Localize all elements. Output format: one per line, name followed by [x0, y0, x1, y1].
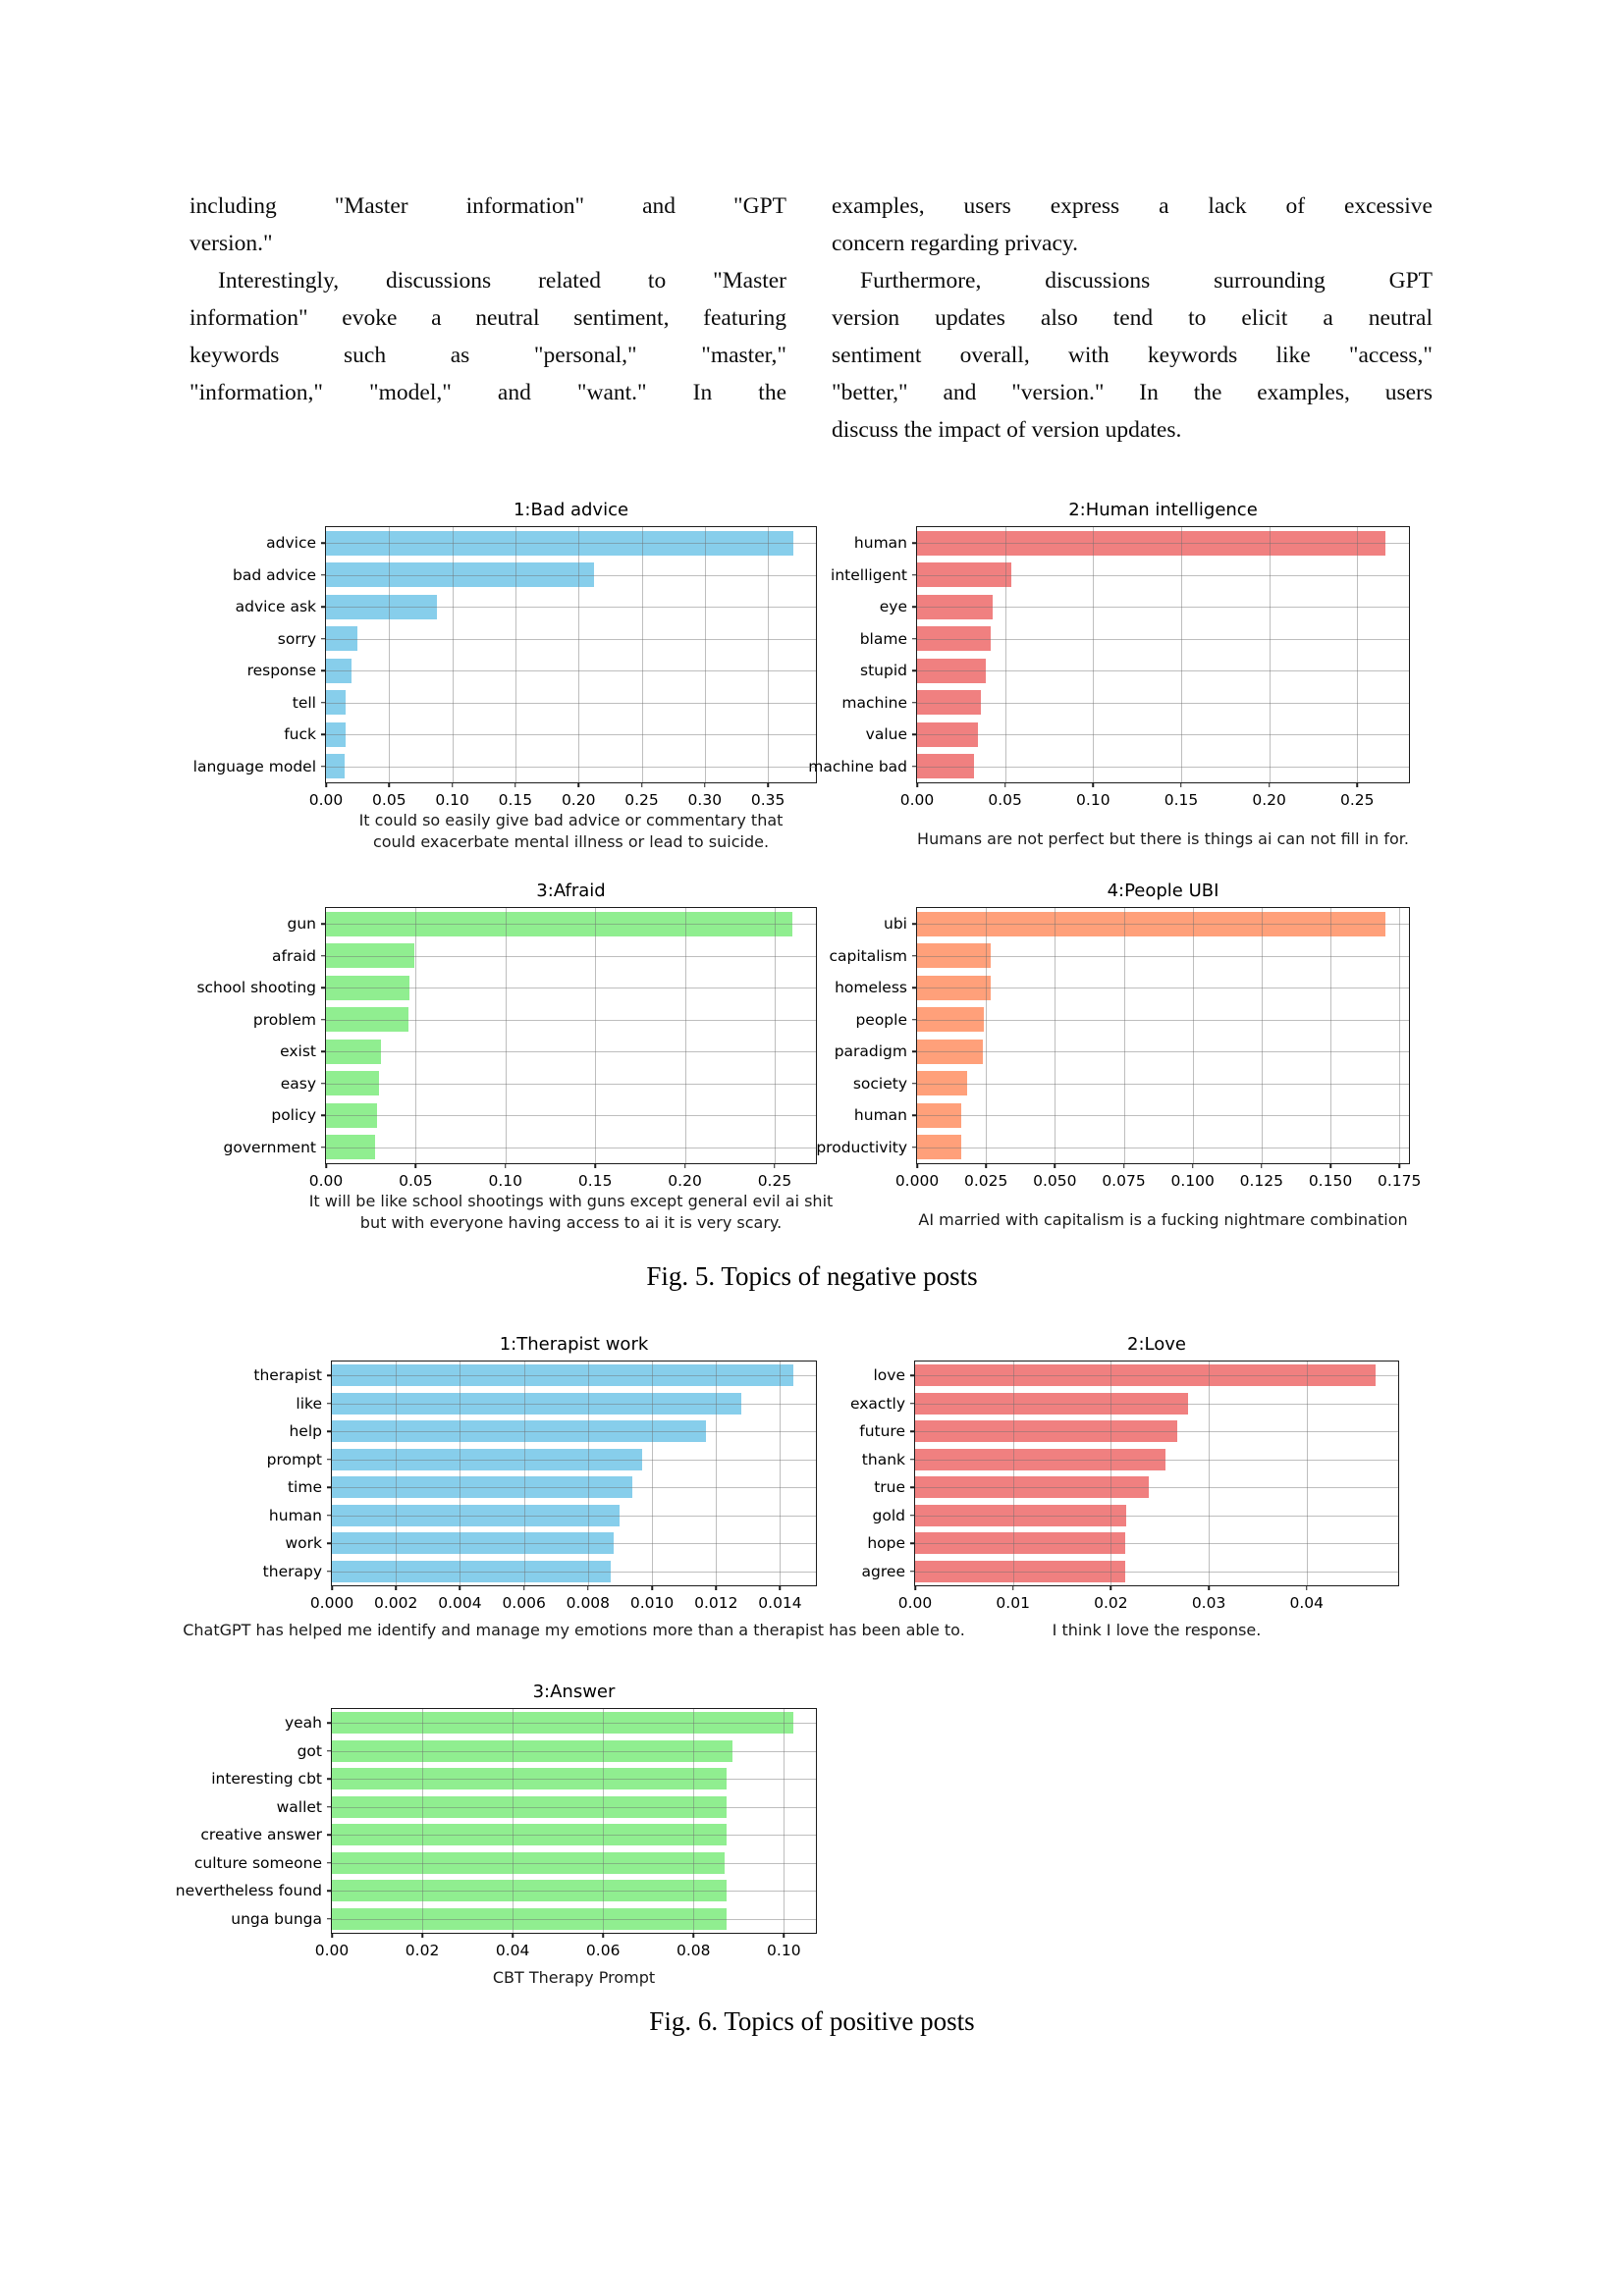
gridline-horizontal [915, 1431, 1398, 1432]
gridline-horizontal [917, 607, 1409, 608]
chart-caption [918, 1209, 1407, 1231]
gridline-vertical [705, 527, 706, 782]
x-tick-label: 0.00 [308, 1172, 344, 1190]
x-tick-label: 0.10 [435, 791, 469, 809]
x-tick-mark [914, 1585, 916, 1590]
x-tick-mark [389, 782, 391, 787]
gridline-vertical [1181, 527, 1182, 782]
x-tick-label: 0.25 [757, 1172, 792, 1190]
gridline-vertical [513, 1709, 514, 1933]
gridline-vertical [578, 527, 579, 782]
gridline-horizontal [332, 1891, 816, 1892]
x-tick-mark [1269, 782, 1271, 787]
gridline-horizontal [326, 1020, 816, 1021]
text-line: Interestingly, discussions related to "Master [218, 268, 786, 294]
gridline-horizontal [915, 1487, 1398, 1488]
x-tick-label: 0.150 [1308, 1172, 1353, 1190]
gridline-vertical [524, 1362, 525, 1585]
y-axis-label: unga bunga [231, 1909, 322, 1928]
gridline-vertical [595, 908, 596, 1163]
text-line: examples, users express a lack of excessive [832, 193, 1433, 219]
gridline-horizontal [917, 670, 1409, 671]
y-axis-label: nevertheless found [175, 1882, 322, 1900]
y-axis-label: therapist [253, 1366, 322, 1385]
x-tick-label: 0.100 [1170, 1172, 1215, 1190]
gridline-vertical [453, 527, 454, 782]
x-tick-label: 0.050 [1033, 1172, 1077, 1190]
gridline-horizontal [332, 1460, 816, 1461]
chart-answer [175, 1682, 817, 1987]
gridline-horizontal [915, 1543, 1398, 1544]
y-axis-label: fuck [284, 725, 316, 744]
chart-caption-line: CBT Therapy Prompt [492, 1968, 656, 1987]
figure5-caption: Fig. 5. Topics of negative posts [646, 1261, 978, 1291]
gridline-horizontal [332, 1431, 816, 1432]
text-line: including "Master information" and "GPT [189, 193, 786, 219]
y-axis-label: sorry [277, 629, 316, 648]
y-axis-label: hope [867, 1534, 905, 1553]
gridline-vertical [1357, 527, 1358, 782]
y-axis-label: response [246, 662, 316, 680]
gridline-horizontal [917, 956, 1409, 957]
x-tick-label: 0.30 [687, 791, 723, 809]
x-tick-mark [512, 1933, 514, 1938]
x-tick-mark [1398, 1163, 1400, 1168]
x-tick-mark [704, 782, 706, 787]
gridline-horizontal [326, 1115, 816, 1116]
gridline-horizontal [917, 734, 1409, 735]
y-axis-label: wallet [276, 1797, 322, 1816]
y-axis-label: time [287, 1478, 322, 1497]
y-axis-label: school shooting [196, 979, 316, 997]
y-axis-label: advice ask [235, 598, 316, 616]
gridline-horizontal [326, 703, 816, 704]
gridline-vertical [1013, 1362, 1014, 1585]
x-tick-mark [1306, 1585, 1308, 1590]
x-tick-mark [523, 1585, 525, 1590]
x-tick-label: 0.20 [668, 1172, 702, 1190]
x-tick-mark [602, 1933, 604, 1938]
x-tick-label: 0.01 [996, 1594, 1030, 1612]
text-column-left [189, 187, 786, 411]
text-line: version." [189, 231, 273, 256]
gridline-vertical [389, 527, 390, 782]
y-axis-label: therapy [262, 1562, 322, 1580]
gridline-horizontal [332, 1751, 816, 1752]
y-axis-label: ubi [884, 915, 907, 934]
x-tick-mark [684, 1163, 686, 1168]
gridline-vertical [1093, 527, 1094, 782]
x-tick-mark [780, 1585, 782, 1590]
gridline-vertical [1270, 527, 1271, 782]
x-tick-mark [325, 782, 327, 787]
gridline-vertical [642, 527, 643, 782]
chart-caption-line: but with everyone having access to ai it is very scary. [359, 1213, 783, 1232]
gridline-vertical [396, 1362, 397, 1585]
gridline-horizontal [917, 1051, 1409, 1052]
chart-people-ubi [816, 881, 1422, 1229]
x-tick-mark [716, 1585, 718, 1590]
y-axis-label: homeless [835, 979, 907, 997]
y-axis-label: prompt [266, 1450, 322, 1468]
gridline-horizontal [326, 607, 816, 608]
gridline-vertical [693, 1709, 694, 1933]
x-tick-mark [1357, 782, 1359, 787]
gridline-horizontal [332, 1375, 816, 1376]
x-tick-mark [1180, 782, 1182, 787]
chart-title: 2:Love [1127, 1334, 1186, 1355]
x-tick-label: 0.025 [963, 1172, 1008, 1190]
x-tick-label: 0.20 [1252, 791, 1286, 809]
gridline-vertical [415, 908, 416, 1163]
figure6-caption: Fig. 6. Topics of positive posts [649, 2006, 975, 2036]
x-tick-mark [651, 1585, 653, 1590]
y-axis-label: policy [271, 1106, 316, 1125]
x-tick-mark [774, 1163, 776, 1168]
x-tick-mark [421, 1933, 423, 1938]
y-axis-label: capitalism [829, 946, 907, 965]
gridline-horizontal [915, 1375, 1398, 1376]
gridline-horizontal [332, 1807, 816, 1808]
y-axis-label: blame [859, 629, 907, 648]
x-tick-mark [1261, 1163, 1263, 1168]
x-tick-label: 0.175 [1377, 1172, 1422, 1190]
x-tick-mark [916, 782, 918, 787]
gridline-vertical [1307, 1362, 1308, 1585]
text-line: version updates also tend to elicit a neutral [832, 305, 1433, 331]
x-tick-label: 0.15 [577, 1172, 613, 1190]
y-axis-label: value [865, 725, 907, 744]
gridline-horizontal [915, 1516, 1398, 1517]
x-tick-mark [1123, 1163, 1125, 1168]
x-tick-mark [325, 1163, 327, 1168]
gridline-vertical [1124, 908, 1125, 1163]
x-tick-label: 0.25 [1340, 791, 1375, 809]
x-tick-mark [767, 782, 769, 787]
chart-caption-line: could exacerbate mental illness or lead to suicide. [372, 832, 770, 851]
x-tick-mark [505, 1163, 507, 1168]
x-tick-mark [514, 782, 516, 787]
y-axis-label: exactly [849, 1394, 905, 1413]
gridline-horizontal [326, 924, 816, 925]
chart-afraid [196, 881, 834, 1232]
x-tick-mark [1004, 782, 1006, 787]
gridline-vertical [515, 527, 516, 782]
gridline-horizontal [917, 767, 1409, 768]
y-axis-label: interesting cbt [211, 1770, 322, 1789]
y-axis-label: easy [280, 1074, 316, 1093]
chart-title: 3:Afraid [536, 881, 606, 901]
gridline-horizontal [332, 1404, 816, 1405]
chart-title: 4:People UBI [1107, 881, 1219, 901]
text-line: keywords such as "personal," "master," [189, 343, 786, 368]
gridline-vertical [1005, 527, 1006, 782]
y-axis-label: exist [280, 1042, 316, 1061]
x-tick-mark [1192, 1163, 1194, 1168]
gridline-horizontal [326, 1084, 816, 1085]
y-axis-label: stupid [860, 662, 907, 680]
y-axis-label: tell [292, 693, 316, 712]
y-axis-label: people [855, 1010, 907, 1029]
x-tick-mark [985, 1163, 987, 1168]
x-tick-label: 0.002 [374, 1594, 418, 1612]
y-axis-label: human [853, 1106, 907, 1125]
x-tick-mark [693, 1933, 695, 1938]
gridline-horizontal [326, 767, 816, 768]
y-axis-label: human [268, 1506, 322, 1524]
x-tick-mark [641, 782, 643, 787]
gridline-vertical [716, 1362, 717, 1585]
x-tick-label: 0.10 [488, 1172, 523, 1190]
x-tick-label: 0.008 [566, 1594, 611, 1612]
gridline-horizontal [917, 639, 1409, 640]
gridline-vertical [775, 908, 776, 1163]
x-tick-label: 0.00 [899, 791, 935, 809]
x-tick-label: 0.012 [694, 1594, 738, 1612]
x-tick-label: 0.00 [308, 791, 344, 809]
gridline-vertical [603, 1709, 604, 1933]
gridline-vertical [1399, 908, 1400, 1163]
chart-love [849, 1334, 1399, 1639]
x-tick-label: 0.15 [498, 791, 533, 809]
x-tick-label: 0.125 [1239, 1172, 1284, 1190]
y-axis-label: culture someone [193, 1853, 322, 1872]
y-axis-label: government [223, 1138, 316, 1156]
chart-caption [309, 1191, 834, 1234]
gridline-horizontal [915, 1460, 1398, 1461]
x-tick-mark [594, 1163, 596, 1168]
gridline-horizontal [917, 575, 1409, 576]
gridline-vertical [1055, 908, 1056, 1163]
chart-title: 1:Therapist work [499, 1334, 649, 1355]
x-tick-label: 0.05 [399, 1172, 433, 1190]
x-tick-label: 0.00 [314, 1942, 350, 1959]
gridline-horizontal [917, 1084, 1409, 1085]
gridline-vertical [1262, 908, 1263, 1163]
gridline-horizontal [332, 1487, 816, 1488]
x-tick-label: 0.15 [1164, 791, 1199, 809]
gridline-vertical [1209, 1362, 1210, 1585]
x-tick-label: 0.000 [894, 1172, 940, 1190]
gridline-vertical [986, 908, 987, 1163]
text-line: information" evoke a neutral sentiment, featuring [189, 305, 786, 331]
text-line: concern regarding privacy. [832, 231, 1078, 256]
x-tick-mark [1110, 1585, 1112, 1590]
x-tick-label: 0.04 [1289, 1594, 1325, 1612]
x-tick-label: 0.04 [495, 1942, 530, 1959]
gridline-horizontal [326, 670, 816, 671]
y-axis-label: like [296, 1394, 322, 1413]
x-tick-label: 0.000 [309, 1594, 354, 1612]
y-axis-label: intelligent [831, 565, 907, 584]
gridline-horizontal [326, 575, 816, 576]
gridline-horizontal [915, 1404, 1398, 1405]
chart-caption-line: Humans are not perfect but there is things ai can not fill in for. [917, 829, 1409, 848]
chart-human-intelligence [808, 500, 1410, 848]
x-tick-label: 0.10 [1076, 791, 1110, 809]
x-tick-mark [395, 1585, 397, 1590]
chart-title: 3:Answer [532, 1682, 616, 1702]
y-axis-label: language model [192, 757, 316, 775]
x-tick-label: 0.06 [585, 1942, 621, 1959]
text-column-right [832, 187, 1433, 449]
x-tick-mark [916, 1163, 918, 1168]
x-tick-label: 0.02 [1094, 1594, 1128, 1612]
x-tick-label: 0.03 [1191, 1594, 1226, 1612]
x-tick-label: 0.010 [629, 1594, 675, 1612]
x-tick-mark [1329, 1163, 1331, 1168]
chart-caption [359, 810, 784, 853]
y-axis-label: love [873, 1366, 905, 1385]
text-line: "information," "model," and "want." In the [189, 380, 786, 405]
gridline-vertical [652, 1362, 653, 1585]
x-tick-label: 0.02 [405, 1942, 440, 1959]
gridline-vertical [1110, 1362, 1111, 1585]
x-tick-mark [415, 1163, 417, 1168]
gridline-horizontal [332, 1835, 816, 1836]
y-axis-label: work [285, 1534, 322, 1553]
chart-caption [183, 1620, 965, 1641]
x-tick-mark [1093, 782, 1095, 787]
gridline-horizontal [326, 543, 816, 544]
gridline-vertical [780, 1362, 781, 1585]
gridline-vertical [1330, 908, 1331, 1163]
x-tick-label: 0.35 [750, 791, 785, 809]
gridline-horizontal [917, 924, 1409, 925]
gridline-horizontal [332, 1863, 816, 1864]
y-axis-label: gun [287, 915, 316, 934]
x-tick-label: 0.05 [988, 791, 1022, 809]
gridline-horizontal [326, 734, 816, 735]
x-tick-label: 0.10 [767, 1942, 801, 1959]
gridline-vertical [784, 1709, 785, 1933]
gridline-horizontal [332, 1779, 816, 1780]
gridline-horizontal [332, 1723, 816, 1724]
y-axis-label: yeah [284, 1714, 322, 1733]
x-tick-label: 0.004 [438, 1594, 482, 1612]
y-axis-label: creative answer [200, 1826, 322, 1844]
gridline-vertical [506, 908, 507, 1163]
gridline-vertical [422, 1709, 423, 1933]
x-tick-label: 0.00 [897, 1594, 933, 1612]
gridline-horizontal [332, 1543, 816, 1544]
x-tick-label: 0.20 [561, 791, 596, 809]
x-tick-mark [331, 1933, 333, 1938]
y-axis-label: problem [252, 1010, 316, 1029]
text-line: sentiment overall, with keywords like "access," [832, 343, 1433, 368]
x-tick-label: 0.075 [1102, 1172, 1146, 1190]
chart-caption-line: AI married with capitalism is a fucking nightmare combination [918, 1210, 1408, 1229]
y-axis-label: advice [266, 534, 316, 553]
chart-caption [917, 828, 1409, 850]
y-axis-label: true [874, 1478, 905, 1497]
x-tick-mark [577, 782, 579, 787]
chart-caption [1053, 1620, 1262, 1641]
y-axis-label: thank [861, 1450, 905, 1468]
gridline-horizontal [326, 639, 816, 640]
x-tick-mark [452, 782, 454, 787]
gridline-horizontal [332, 1919, 816, 1920]
x-tick-mark [1055, 1163, 1056, 1168]
gridline-vertical [588, 1362, 589, 1585]
x-tick-label: 0.006 [502, 1594, 546, 1612]
gridline-horizontal [915, 1572, 1398, 1573]
chart-caption-line: It will be like school shootings with guns except general evil ai shit [308, 1192, 834, 1210]
gridline-horizontal [917, 1020, 1409, 1021]
x-tick-mark [460, 1585, 461, 1590]
y-axis-label: eye [879, 598, 907, 616]
x-tick-mark [1208, 1585, 1210, 1590]
chart-bad-advice [192, 500, 817, 851]
chart-caption-line: It could so easily give bad advice or commentary that [358, 811, 784, 829]
chart-title: 2:Human intelligence [1068, 500, 1258, 520]
y-axis-label: machine bad [808, 757, 907, 775]
gridline-horizontal [917, 1115, 1409, 1116]
gridline-vertical [1193, 908, 1194, 1163]
text-line: discuss the impact of version updates. [832, 417, 1182, 443]
y-axis-label: paradigm [834, 1042, 907, 1061]
x-tick-label: 0.05 [372, 791, 406, 809]
gridline-vertical [685, 908, 686, 1163]
y-axis-label: agree [861, 1562, 905, 1580]
text-line: Furthermore, discussions surrounding GPT [860, 268, 1433, 294]
gridline-horizontal [917, 543, 1409, 544]
y-axis-label: bad advice [233, 565, 316, 584]
x-tick-mark [331, 1585, 333, 1590]
y-axis-label: machine [841, 693, 907, 712]
chart-caption [493, 1967, 655, 1989]
y-axis-label: help [289, 1422, 322, 1441]
x-tick-label: 0.25 [624, 791, 659, 809]
y-axis-label: human [853, 534, 907, 553]
x-tick-mark [784, 1933, 785, 1938]
text-line: "better," and "version." In the examples, users [832, 380, 1433, 405]
x-tick-mark [1012, 1585, 1014, 1590]
y-axis-label: productivity [816, 1138, 907, 1156]
gridline-horizontal [332, 1572, 816, 1573]
gridline-horizontal [917, 703, 1409, 704]
chart-caption-line: I think I love the response. [1052, 1621, 1262, 1639]
y-axis-label: future [859, 1422, 905, 1441]
y-axis-label: afraid [272, 946, 316, 965]
x-tick-mark [587, 1585, 589, 1590]
y-axis-label: got [297, 1741, 322, 1760]
x-tick-label: 0.014 [758, 1594, 802, 1612]
y-axis-label: society [852, 1074, 907, 1093]
x-tick-label: 0.08 [676, 1942, 711, 1959]
gridline-horizontal [326, 956, 816, 957]
y-axis-label: gold [872, 1506, 905, 1524]
gridline-vertical [768, 527, 769, 782]
chart-title: 1:Bad advice [513, 500, 629, 520]
chart-caption-line: ChatGPT has helped me identify and manage my emotions more than a therapist has been able to. [183, 1621, 965, 1639]
gridline-horizontal [332, 1516, 816, 1517]
gridline-horizontal [326, 1051, 816, 1052]
